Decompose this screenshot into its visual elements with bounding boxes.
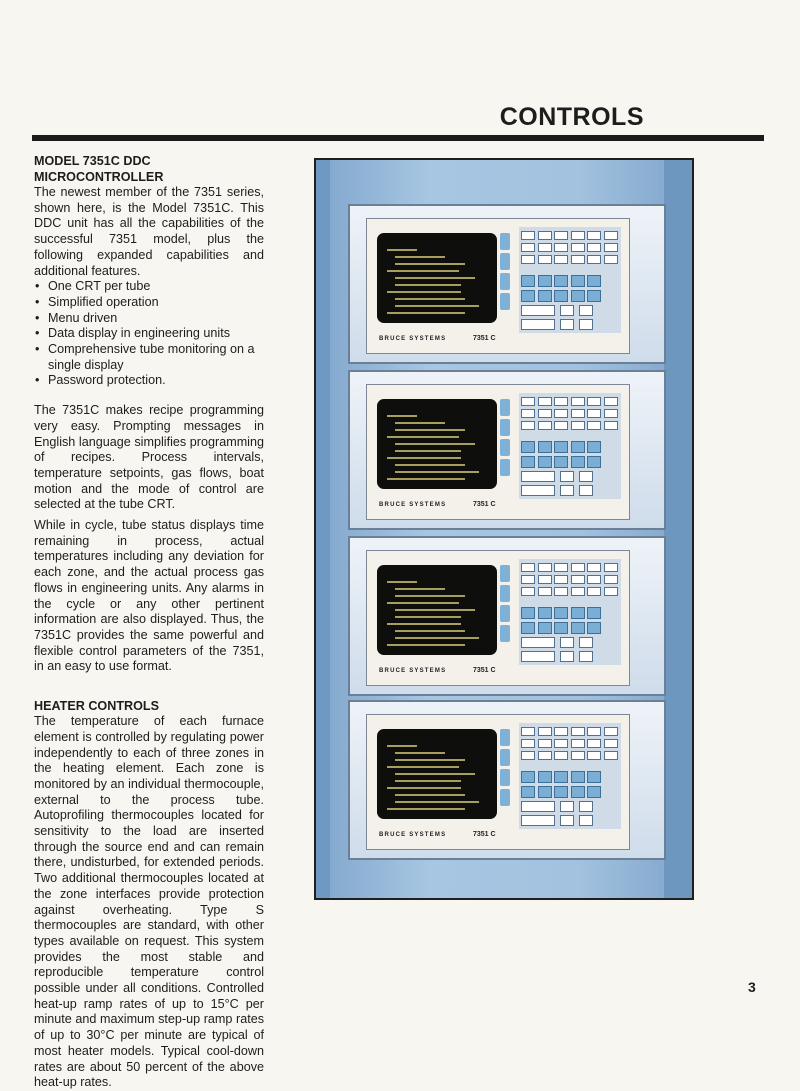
controller-photo bbox=[314, 158, 694, 900]
soft-keys bbox=[500, 565, 510, 645]
text-column bbox=[34, 153, 264, 1091]
feature-item: • Simplified operation bbox=[34, 295, 264, 311]
feature-item: • One CRT per tube bbox=[34, 279, 264, 295]
feature-list bbox=[34, 279, 264, 389]
controller-bezel bbox=[348, 370, 666, 530]
keypad bbox=[519, 227, 621, 333]
feature-item: • Password protection. bbox=[34, 373, 264, 389]
soft-keys bbox=[500, 399, 510, 479]
heater-paragraph: The temperature of each furnace element is controlled by regulating power independently to each of three zones in the heating element. Each zone is monitored by an individual thermocouple, external to the process tube. Autoprofiling thermocouples located for sensitivity to the load are inserted through the source end and can remain there, undisturbed, for extended periods. Two additional thermocouples located at the zone interfaces provide protection against overheating. Type S thermocouples are standard, with other types available on request. This system provides the most stable and reproducible temperature control possible under all conditions. Controlled heat-up ramp rates of up to 15°C per minute and maximum step-up ramp rates of up to 30°C per minute are typical of most heater models. Typical cool-down rates are about 50 percent of the above heat-up rates. bbox=[34, 714, 264, 1090]
keypad bbox=[519, 393, 621, 499]
controller-unit bbox=[366, 550, 630, 686]
unit-brand-label: BRUCE SYSTEMS bbox=[379, 502, 447, 508]
unit-model-label: 7351 C bbox=[473, 667, 496, 674]
unit-brand-label: BRUCE SYSTEMS bbox=[379, 336, 447, 342]
intro-paragraph: The newest member of the 7351 series, shown here, is the Model 7351C. This DDC unit has all the capabilities of the successful 7351 model, plus the following expanded capabilities and additional features. bbox=[34, 185, 264, 278]
unit-model-label: 7351 C bbox=[473, 501, 496, 508]
keypad bbox=[519, 723, 621, 829]
controller-unit bbox=[366, 384, 630, 520]
unit-model-label: 7351 C bbox=[473, 831, 496, 838]
feature-item: • Data display in engineering units bbox=[34, 326, 264, 342]
controller-unit bbox=[366, 218, 630, 354]
section-heading-microcontroller: MODEL 7351C DDC MICROCONTROLLER bbox=[34, 154, 164, 184]
keypad bbox=[519, 559, 621, 665]
unit-brand-label: BRUCE SYSTEMS bbox=[379, 832, 447, 838]
controller-bezel bbox=[348, 700, 666, 860]
page-title: CONTROLS bbox=[499, 103, 644, 131]
crt-screen bbox=[377, 729, 497, 819]
section-heading-heater: HEATER CONTROLS bbox=[34, 699, 160, 714]
title-rule bbox=[32, 135, 764, 141]
controller-bezel bbox=[348, 536, 666, 696]
controller-bezel bbox=[348, 204, 666, 364]
page-number: 3 bbox=[748, 979, 756, 995]
crt-screen bbox=[377, 399, 497, 489]
feature-item: • Comprehensive tube monitoring on a single display bbox=[34, 342, 264, 373]
soft-keys bbox=[500, 729, 510, 809]
controller-unit bbox=[366, 714, 630, 850]
programming-paragraph: The 7351C makes recipe programming very easy. Prompting messages in English language simplifies programming of recipes. Process intervals, temperature setpoints, gas flows, boat motion and the mode of control are selected at the tube CRT. bbox=[34, 403, 264, 512]
tube-status-paragraph: While in cycle, tube status displays time remaining in process, actual temperatures including any deviation for each zone, and the actual process gas flows in engineering units. Any alarms in the cycle or any other pertinent information are also displayed. Thus, the 7351C provides the same powerful and flexible control parameters of the 7351, in an easy to use format. bbox=[34, 518, 264, 674]
unit-brand-label: BRUCE SYSTEMS bbox=[379, 668, 447, 674]
feature-item: • Menu driven bbox=[34, 311, 264, 327]
crt-screen bbox=[377, 565, 497, 655]
soft-keys bbox=[500, 233, 510, 313]
unit-model-label: 7351 C bbox=[473, 335, 496, 342]
crt-screen bbox=[377, 233, 497, 323]
